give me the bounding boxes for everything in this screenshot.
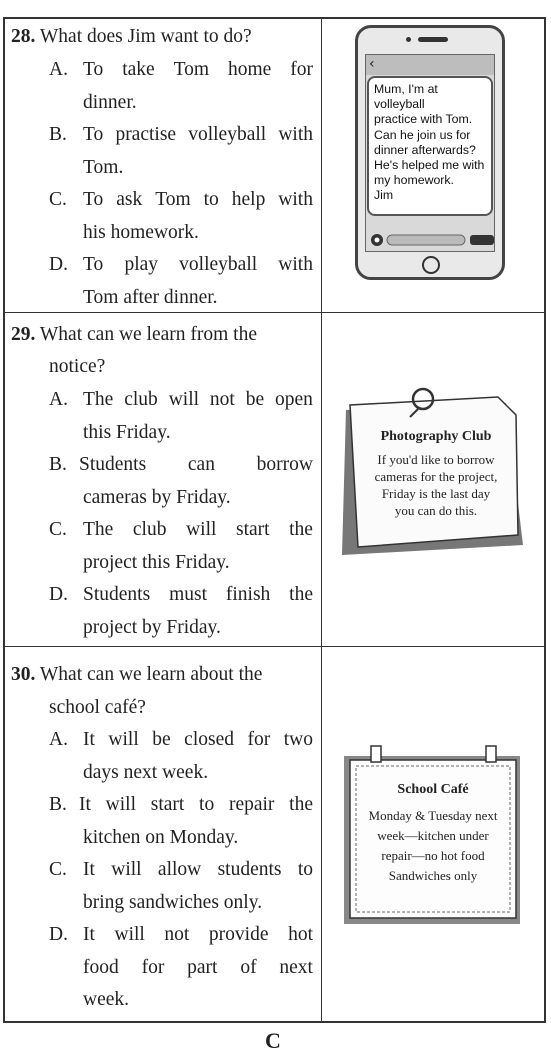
option-c[interactable]: C. To ask Tom to help with his homework. xyxy=(49,189,313,243)
row-divider xyxy=(5,646,544,647)
option-a[interactable]: A. To take Tom home for dinner. xyxy=(49,54,313,119)
option-b[interactable]: B. It will start to repair the kitchen on Monday. xyxy=(49,794,313,848)
message-input-bar xyxy=(370,233,496,247)
section-letter: C xyxy=(265,1028,281,1053)
photography-notice xyxy=(338,385,528,565)
cafe-notice xyxy=(340,742,525,927)
question-stem: What does Jim want to do? xyxy=(39,26,252,47)
column-divider xyxy=(321,19,322,1021)
option-d[interactable]: D. To play volleyball with Tom after dinner. xyxy=(49,254,313,308)
speaker-icon xyxy=(418,37,448,42)
option-b[interactable]: B. Students can borrow cameras by Friday. xyxy=(49,454,313,508)
question-table: 28. What does Jim want to do? A. To take Tom home for dinner. B. To practise volleyball with Tom. C. To ask Tom to help with his homework. D. To play volleyball with Tom after dinner. 29. What can we learn from the notice? A. The club will not be open this Friday. B. Students can borrow cameras by Friday. C. The club will start the project this Friday. D. Students must finish the project by Friday. 30. What can we learn about the school café? A. It will be closed for two days next week. B. It will start to repair the kitchen on Monday. C. It will allow students to bring sandwiches only. D. It will not provide hot food for part of next week. xyxy=(3,17,546,1023)
home-button-icon xyxy=(422,256,440,274)
option-a[interactable]: A. It will be closed for two days next week. xyxy=(49,729,313,783)
option-d[interactable]: D. It will not provide hot food for part of next week. xyxy=(49,924,313,1010)
notice-body: If you'd like to borrow cameras for the project, Friday is the last day you can do this. xyxy=(374,452,498,518)
back-arrow-icon: ‹ xyxy=(369,56,375,72)
notice-title: Photography Club xyxy=(380,429,492,444)
option-b[interactable]: B. To practise volleyball with Tom. xyxy=(49,124,313,178)
cafe-title: School Café xyxy=(397,782,469,797)
camera-icon xyxy=(406,37,411,42)
question-number: 28. xyxy=(11,26,36,47)
option-a[interactable]: A. The club will not be open this Friday. xyxy=(49,389,313,443)
option-d[interactable]: D. Students must finish the project by Friday. xyxy=(49,584,313,638)
phone-illustration xyxy=(355,25,505,280)
message-bubble: Mum, I'm at volleyball practice with Tom. Can he join us for dinner afterwards? He's helped me with my homework. Jim xyxy=(367,76,493,216)
cafe-body: Monday & Tuesday next week—kitchen under repair—no hot food Sandwiches only xyxy=(368,808,498,883)
option-text: To take Tom home for xyxy=(83,59,313,80)
option-c[interactable]: C. The club will start the project this Friday. xyxy=(49,519,313,573)
option-c[interactable]: C. It will allow students to bring sandwiches only. xyxy=(49,859,313,913)
